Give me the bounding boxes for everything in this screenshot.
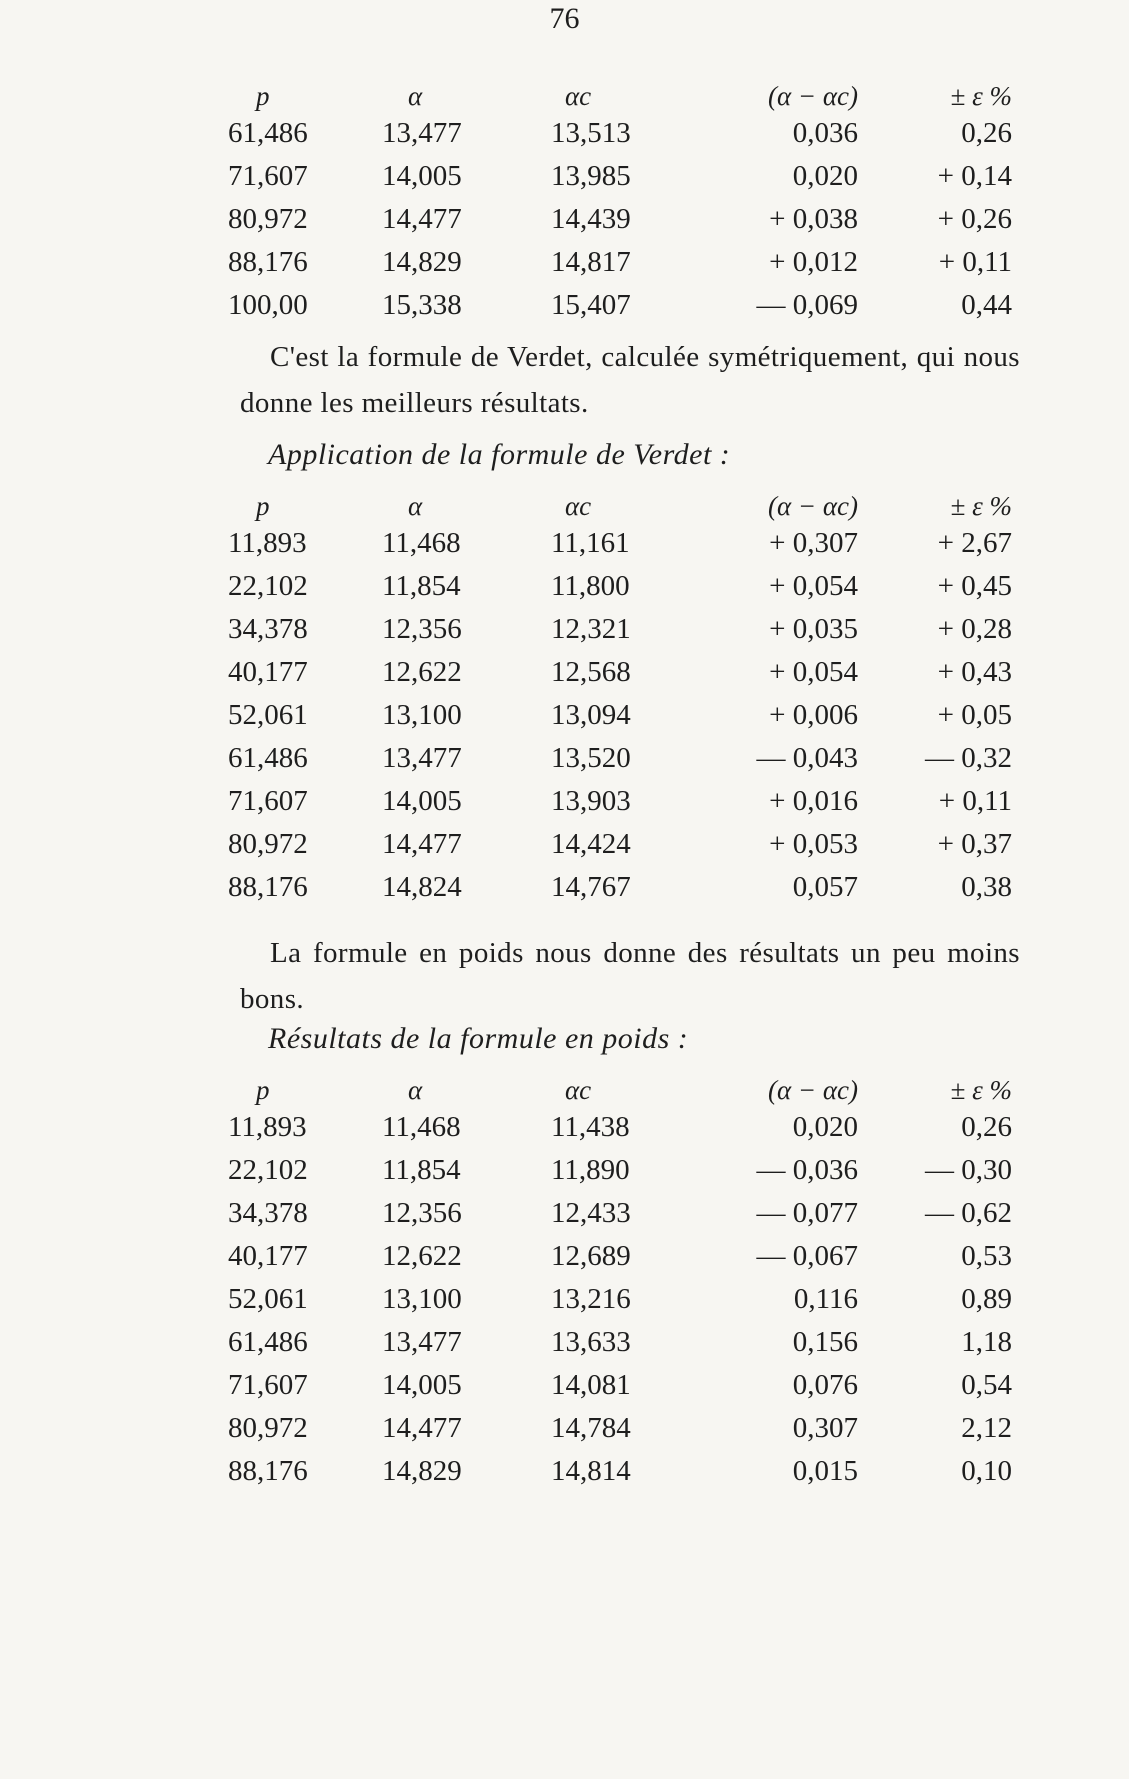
- table-row: [228, 694, 1018, 737]
- header-alpha-c: αc: [565, 1075, 592, 1105]
- cell-alpha-c: 12,689: [551, 1240, 631, 1272]
- header-epsilon-percent: ± ε %: [950, 491, 1012, 521]
- cell-alpha-c: 13,216: [551, 1283, 631, 1315]
- header-alpha: α: [408, 491, 423, 521]
- cell-epsilon-percent: 2,12: [961, 1412, 1012, 1444]
- cell-alpha-c: 12,568: [551, 656, 631, 688]
- cell-alpha-c: 14,814: [551, 1455, 631, 1487]
- table-row: [228, 780, 1018, 823]
- table-row: [228, 565, 1018, 608]
- cell-alpha: 11,468: [382, 527, 461, 559]
- cell-epsilon-percent: 0,89: [961, 1283, 1012, 1315]
- cell-p: 11,893: [228, 1111, 307, 1143]
- cell-alpha-c: 12,321: [551, 613, 631, 645]
- table-body: [228, 112, 1018, 327]
- cell-alpha: 14,829: [382, 1455, 462, 1487]
- cell-alpha: 12,622: [382, 656, 462, 688]
- cell-epsilon-percent: + 0,28: [937, 613, 1012, 645]
- cell-p: 100,00: [228, 289, 308, 321]
- cell-alpha: 13,100: [382, 699, 462, 731]
- cell-epsilon-percent: + 0,05: [937, 699, 1012, 731]
- table-row: [228, 1407, 1018, 1450]
- cell-alpha-c: 14,817: [551, 246, 631, 278]
- header-alpha: α: [408, 1075, 423, 1105]
- cell-alpha: 11,854: [382, 1154, 461, 1186]
- cell-alpha-c: 12,433: [551, 1197, 631, 1229]
- header-difference: (α − αc): [767, 81, 858, 111]
- cell-alpha-c: 13,633: [551, 1326, 631, 1358]
- table-weight-results: [228, 1066, 1018, 1493]
- cell-alpha-c: 15,407: [551, 289, 631, 321]
- cell-alpha-c: 13,903: [551, 785, 631, 817]
- cell-difference: 0,057: [792, 871, 858, 903]
- cell-p: 80,972: [228, 1412, 308, 1444]
- table-row: [228, 155, 1018, 198]
- paragraph-weight-formula: [240, 930, 1020, 1022]
- cell-difference: + 0,016: [769, 785, 858, 817]
- cell-epsilon-percent: — 0,62: [925, 1197, 1012, 1229]
- cell-p: 52,061: [228, 699, 308, 731]
- paragraph-verdet-best: [240, 334, 1020, 426]
- cell-alpha: 14,005: [382, 1369, 462, 1401]
- cell-alpha-c: 11,438: [551, 1111, 630, 1143]
- cell-difference: + 0,035: [769, 613, 858, 645]
- section-heading-verdet: Application de la formule de Verdet :: [268, 438, 731, 471]
- cell-p: 88,176: [228, 871, 308, 903]
- cell-difference: 0,116: [793, 1283, 858, 1315]
- paragraph-text: C'est la formule de Verdet, calculée symétriquement, qui nous donne les meilleurs résultats.: [240, 341, 1020, 419]
- cell-alpha: 14,005: [382, 785, 462, 817]
- cell-p: 61,486: [228, 742, 308, 774]
- table-row: [228, 608, 1018, 651]
- cell-p: 40,177: [228, 1240, 308, 1272]
- cell-alpha-c: 14,439: [551, 203, 631, 235]
- cell-difference: — 0,043: [756, 742, 858, 774]
- table-row: [228, 241, 1018, 284]
- header-epsilon-percent: ± ε %: [950, 1075, 1012, 1105]
- cell-epsilon-percent: — 0,32: [925, 742, 1012, 774]
- cell-alpha-c: 13,094: [551, 699, 631, 731]
- cell-alpha: 13,477: [382, 117, 462, 149]
- header-epsilon-percent: ± ε %: [950, 81, 1012, 111]
- cell-difference: 0,036: [792, 117, 858, 149]
- cell-alpha: 11,468: [382, 1111, 461, 1143]
- table-body: [228, 522, 1018, 909]
- cell-difference: 0,020: [792, 160, 858, 192]
- cell-alpha-c: 14,784: [551, 1412, 631, 1444]
- table-verdet-symmetric: [228, 72, 1018, 327]
- table-row: [228, 1450, 1018, 1493]
- table-header-row: [228, 1066, 1018, 1106]
- cell-alpha: 11,854: [382, 570, 461, 602]
- cell-epsilon-percent: 0,54: [961, 1369, 1012, 1401]
- cell-difference: 0,307: [792, 1412, 858, 1444]
- cell-p: 88,176: [228, 1455, 308, 1487]
- cell-epsilon-percent: + 0,37: [937, 828, 1012, 860]
- cell-alpha: 14,477: [382, 1412, 462, 1444]
- cell-p: 22,102: [228, 1154, 308, 1186]
- cell-epsilon-percent: + 0,11: [938, 785, 1012, 817]
- cell-difference: + 0,006: [769, 699, 858, 731]
- table-row: [228, 522, 1018, 565]
- table-row: [228, 823, 1018, 866]
- cell-difference: + 0,307: [769, 527, 858, 559]
- table-body: [228, 1106, 1018, 1493]
- table-row: [228, 1235, 1018, 1278]
- cell-difference: 0,020: [792, 1111, 858, 1143]
- cell-alpha: 12,622: [382, 1240, 462, 1272]
- cell-p: 61,486: [228, 1326, 308, 1358]
- cell-p: 80,972: [228, 828, 308, 860]
- cell-alpha: 15,338: [382, 289, 462, 321]
- cell-alpha-c: 14,767: [551, 871, 631, 903]
- cell-difference: + 0,038: [769, 203, 858, 235]
- cell-alpha: 13,477: [382, 1326, 462, 1358]
- cell-p: 61,486: [228, 117, 308, 149]
- cell-difference: 0,076: [792, 1369, 858, 1401]
- cell-epsilon-percent: + 0,26: [937, 203, 1012, 235]
- cell-epsilon-percent: 0,26: [961, 117, 1012, 149]
- table-row: [228, 737, 1018, 780]
- cell-epsilon-percent: 0,26: [961, 1111, 1012, 1143]
- cell-alpha: 14,477: [382, 203, 462, 235]
- paragraph-text: La formule en poids nous donne des résultats un peu moins bons.: [240, 937, 1020, 1015]
- table-row: [228, 651, 1018, 694]
- table-header-row: [228, 482, 1018, 522]
- cell-difference: — 0,077: [756, 1197, 858, 1229]
- table-row: [228, 198, 1018, 241]
- header-p: p: [256, 1075, 270, 1105]
- cell-p: 34,378: [228, 613, 308, 645]
- cell-alpha-c: 14,081: [551, 1369, 631, 1401]
- table-row: [228, 112, 1018, 155]
- cell-p: 11,893: [228, 527, 307, 559]
- cell-epsilon-percent: + 0,43: [937, 656, 1012, 688]
- table-row: [228, 1364, 1018, 1407]
- cell-alpha: 12,356: [382, 1197, 462, 1229]
- header-alpha: α: [408, 81, 423, 111]
- cell-p: 52,061: [228, 1283, 308, 1315]
- cell-p: 40,177: [228, 656, 308, 688]
- cell-alpha-c: 11,800: [551, 570, 630, 602]
- cell-epsilon-percent: — 0,30: [925, 1154, 1012, 1186]
- cell-epsilon-percent: 0,38: [961, 871, 1012, 903]
- cell-difference: — 0,036: [756, 1154, 858, 1186]
- header-p: p: [256, 81, 270, 111]
- header-alpha-c: αc: [565, 81, 592, 111]
- table-row: [228, 1278, 1018, 1321]
- header-alpha-c: αc: [565, 491, 592, 521]
- table-row: [228, 1149, 1018, 1192]
- cell-alpha: 13,100: [382, 1283, 462, 1315]
- cell-epsilon-percent: + 0,11: [938, 246, 1012, 278]
- cell-difference: + 0,053: [769, 828, 858, 860]
- cell-p: 80,972: [228, 203, 308, 235]
- cell-p: 22,102: [228, 570, 308, 602]
- cell-alpha-c: 11,161: [551, 527, 630, 559]
- cell-epsilon-percent: 0,10: [961, 1455, 1012, 1487]
- cell-p: 71,607: [228, 785, 308, 817]
- table-header-row: [228, 72, 1018, 112]
- table-row: [228, 1106, 1018, 1149]
- header-difference: (α − αc): [767, 491, 858, 521]
- cell-p: 34,378: [228, 1197, 308, 1229]
- cell-difference: + 0,054: [769, 570, 858, 602]
- cell-alpha: 13,477: [382, 742, 462, 774]
- cell-epsilon-percent: 0,53: [961, 1240, 1012, 1272]
- cell-p: 71,607: [228, 1369, 308, 1401]
- cell-alpha: 14,477: [382, 828, 462, 860]
- table-row: [228, 284, 1018, 327]
- cell-alpha-c: 13,520: [551, 742, 631, 774]
- header-p: p: [256, 491, 270, 521]
- cell-alpha: 12,356: [382, 613, 462, 645]
- cell-epsilon-percent: 0,44: [961, 289, 1012, 321]
- cell-alpha: 14,005: [382, 160, 462, 192]
- header-difference: (α − αc): [767, 1075, 858, 1105]
- cell-alpha: 14,824: [382, 871, 462, 903]
- table-row: [228, 1321, 1018, 1364]
- cell-epsilon-percent: + 0,14: [937, 160, 1012, 192]
- cell-alpha-c: 11,890: [551, 1154, 630, 1186]
- cell-difference: — 0,067: [756, 1240, 858, 1272]
- cell-difference: + 0,012: [769, 246, 858, 278]
- section-heading-weight-results: Résultats de la formule en poids :: [268, 1022, 689, 1055]
- table-verdet-application: [228, 482, 1018, 909]
- cell-epsilon-percent: + 0,45: [937, 570, 1012, 602]
- cell-p: 71,607: [228, 160, 308, 192]
- cell-alpha-c: 13,513: [551, 117, 631, 149]
- cell-difference: — 0,069: [756, 289, 858, 321]
- cell-difference: 0,156: [792, 1326, 858, 1358]
- table-row: [228, 1192, 1018, 1235]
- page-number: 76: [549, 2, 580, 35]
- cell-epsilon-percent: 1,18: [961, 1326, 1012, 1358]
- cell-alpha-c: 14,424: [551, 828, 631, 860]
- cell-p: 88,176: [228, 246, 308, 278]
- cell-alpha-c: 13,985: [551, 160, 631, 192]
- cell-difference: 0,015: [792, 1455, 858, 1487]
- table-row: [228, 866, 1018, 909]
- cell-difference: + 0,054: [769, 656, 858, 688]
- cell-epsilon-percent: + 2,67: [937, 527, 1012, 559]
- cell-alpha: 14,829: [382, 246, 462, 278]
